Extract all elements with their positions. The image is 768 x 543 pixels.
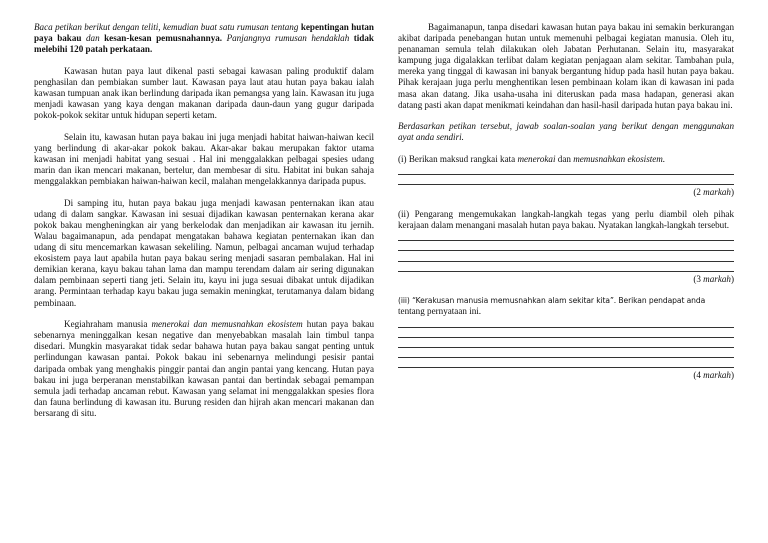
answer-line[interactable]	[398, 318, 734, 328]
answer-line[interactable]	[398, 231, 734, 241]
answer-line[interactable]	[398, 251, 734, 261]
instruction-text-2: dan	[85, 33, 100, 44]
question-2-marks	[398, 273, 734, 285]
answer-line[interactable]	[398, 175, 734, 185]
question-3-text: (iii) “Kerakusan manusia memusnahkan alam sekitar kita”. Berikan pendapat anda	[398, 296, 706, 306]
question-3-text-cont: tentang pernyataan ini.	[398, 306, 482, 317]
marks-word: markah	[703, 370, 731, 381]
question-3	[398, 295, 734, 317]
marks-word: markah	[703, 187, 731, 198]
instruction-text-1: Baca petikan berikut dengan teliti, kemudian buat satu rumusan tentang	[34, 22, 299, 32]
marks-number: (3	[693, 273, 701, 284]
question-1	[398, 154, 734, 165]
passage-paragraph-3: Di samping itu, hutan paya bakau juga menjadi kawasan penternakan ikan atau udang di dalam sangkar. Kawasan ini sesuai dijadikan kawasan penternakan kerana akar pokok bakau mengheningkan air yang berkelodak dan menjadikan air kawasan itu jernih. Walau bagaimanapun, ada pendapat mengatakan bahawa kegiatan penternakan ikan dan udang di situ mencemarkan kawasan sekeliling. Namun, pelbagai ancaman wujud terhadap ekosistem paya laut apabila hutan paya bakau sering menjadi sasaran pembalakan. Hal ini demikian kerana, kayu bakau tahan lama dan mampu terendam dalam air sering digunakan dalam pembinaan seperti tiang jeti. Selain itu, kayu ini juga sesuai dibakat untuk dijadikan arang. Permintaan terhadap kayu bakau juga semakin meningkat, terutamanya dalam bidang pembinaan.	[34, 197, 374, 308]
answer-line[interactable]	[398, 262, 734, 272]
passage-paragraph-2: Selain itu, kawasan hutan paya bakau ini juga menjadi habitat haiwan-haiwan kecil yang berlindung di akar-akar pokok bakau. Akar-akar bakau merupakan faktor utama kawasan ini menjadi habitat yang sesuai . Hal ini menggalakkan pelbagai spesies udang marin dan ikan mencari makanan, bertelur, dan membesar di situ. Habitat ini bukan sahaja menggalakkan pembiakan haiwan-haiwan kecil, malahan mengelakkannya daripada pupus.	[34, 131, 374, 187]
question-1-term-2: memusnahkan ekosistem.	[573, 153, 666, 164]
instruction-bold-3: tidak melebihi 120 patah perkataan.	[34, 33, 374, 55]
answer-line[interactable]	[398, 241, 734, 251]
answer-line[interactable]	[398, 328, 734, 338]
passage-paragraph-5: Bagaimanapun, tanpa disedari kawasan hutan paya bakau ini semakin berkurangan akibat daripada penebangan hutan untuk memenuhi pelbagai kegiatan manusia. Oleh itu, penanaman semula telah dilakukan oleh Jabatan Perhutanan. Selain itu, masyarakat kampung juga digalakkan terlibat dalam kegiatan penjagaan alam sekitar. Tambahan pula, mereka yang tinggal di kawasan ini banyak bergantung hidup pada hasil hutan paya bakau. Pihak kerajaan juga perlu menghentikan lesen pembinaan kolam ikan di kawasan ini pada masa akan datang. Jika usaha-usaha ini diteruskan pada masa hadapan, generasi akan datang pasti akan dapat menikmati keindahan dan hasil-hasil daripada hutan paya bakau ini.	[398, 22, 734, 110]
paragraph-4-rest: hutan paya bakau sebenarnya meninggalkan kesan negative dan menyebabkan masalah lain timbul tanpa disedari. Mungkin masyarakat tidak sedar bahawa hutan paya bakau sangat penting untuk perlindungan kawasan pantai. Pokok bakau ini sebenarnya melindungi pesisir pantai daripada ombak yang menghakis pinggir pantai dan angin pantai yang kencang. Hutan paya bakau ini juga berperanan menstabilkan kawasan pantai dan bertindak sebagai pemampan semula jadi terhadap ancaman rebut. Kawasan yang selamat ini menggalakkan spesies flora dan fauna berlindung di kawasan itu. Burung residen dan hijrah akan mencari makanan dan bersarang di situ.	[34, 319, 374, 418]
answer-line[interactable]	[398, 165, 734, 175]
instruction-bold-2: kesan-kesan pemusnahannya.	[104, 33, 223, 44]
marks-word: markah	[703, 273, 731, 284]
marks-close: )	[730, 187, 734, 198]
marks-close: )	[730, 370, 734, 381]
instruction-text-3: Panjangnya rumusan hendaklah	[226, 33, 350, 44]
question-3-marks	[398, 369, 734, 381]
question-2: (ii) Pengarang mengemukakan langkah-langkah tegas yang perlu diambil oleh pihak kerajaan dalam menangani masalah hutan paya bakau. Nyatakan langkah-langkah tersebut.	[398, 208, 734, 230]
marks-close: )	[730, 273, 734, 284]
marks-number: (2	[693, 187, 701, 198]
question-1-term-1: menerokai	[517, 153, 556, 164]
instruction	[34, 22, 374, 55]
question-1-connector: dan	[557, 153, 571, 164]
passage-paragraph-4	[34, 319, 374, 419]
paragraph-4-emphasis: menerokai dan memusnahkan ekosistem	[151, 319, 303, 330]
right-column	[398, 22, 734, 381]
instruction-bold-1: kepentingan hutan paya bakau	[34, 22, 374, 44]
passage-paragraph-1: Kawasan hutan paya laut dikenal pasti sebagai kawasan paling produktif dalam penghasilan dan pembiakan sumber laut. Kawasan paya laut atau hutan paya bakau ialah kawasan tumpuan anak ikan berlindung daripada ikan pemangsa yang lain. Kawasan itu juga menjadi kawasan yang kaya dengan makanan daripada daun-daun yang gugur daripada pokok-pokok sekitar untuk hidupan seperti ketam.	[34, 65, 374, 121]
questions-intro: Berdasarkan petikan tersebut, jawab soalan-soalan yang berikut dengan menggunakan ayat anda sendiri.	[398, 121, 734, 143]
answer-line[interactable]	[398, 348, 734, 358]
question-1-marks	[398, 186, 734, 198]
question-1-text: (i) Berikan maksud rangkai kata	[398, 153, 516, 164]
paragraph-4-start: Kegiahraham manusia	[64, 319, 148, 330]
answer-line[interactable]	[398, 358, 734, 368]
left-column	[34, 22, 374, 419]
answer-line[interactable]	[398, 338, 734, 348]
marks-number: (4	[693, 370, 701, 381]
